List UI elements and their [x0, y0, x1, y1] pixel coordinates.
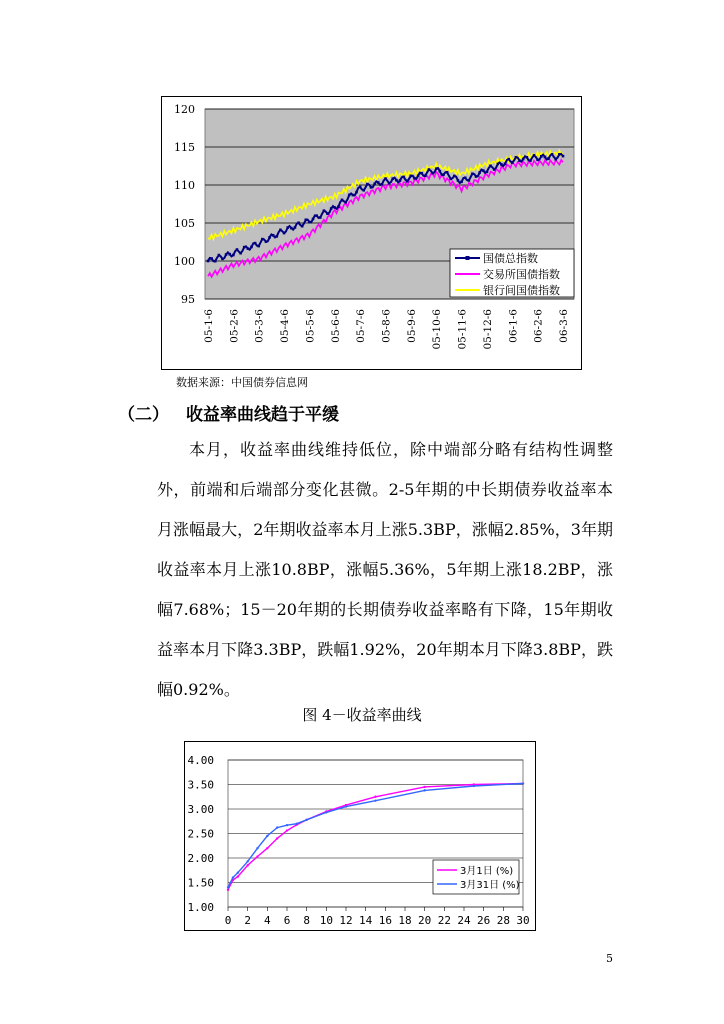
series-point	[423, 786, 425, 788]
series-point	[355, 191, 358, 194]
x-tick-label: 14	[359, 914, 373, 927]
section-number: （二）	[118, 405, 169, 425]
series-point	[239, 252, 242, 255]
series-point	[468, 179, 471, 182]
series-point	[500, 163, 503, 166]
y-tick-label: 105	[174, 217, 195, 230]
x-tick-label: 24	[457, 914, 471, 927]
series-point	[227, 886, 229, 888]
x-tick-label: 05-7-6	[355, 309, 368, 343]
x-tick-label: 05-8-6	[380, 309, 393, 343]
series-point	[522, 158, 525, 161]
series-point	[266, 835, 268, 837]
figure-caption: 图 4－收益率曲线	[302, 706, 422, 724]
series-point	[301, 225, 304, 228]
x-tick-label: 05-5-6	[304, 309, 317, 343]
series-point	[374, 799, 376, 801]
series-point	[547, 157, 550, 160]
series-point	[272, 234, 275, 237]
series-point	[257, 245, 260, 248]
series-point	[294, 226, 297, 229]
series-point	[237, 875, 239, 877]
section-title: 收益率曲线趋于平缓	[186, 405, 339, 425]
series-point	[348, 194, 351, 197]
series-point	[489, 164, 492, 167]
series-point	[210, 257, 213, 260]
y-tick-label: 4.00	[187, 754, 214, 767]
x-tick-label: 05-10-6	[431, 309, 444, 350]
series-point	[352, 194, 355, 197]
bond-index-chart	[161, 96, 582, 370]
series-point	[276, 826, 278, 828]
series-point	[362, 189, 365, 192]
x-tick-label: 26	[477, 914, 491, 927]
series-point	[423, 789, 425, 791]
series-point	[562, 155, 565, 158]
series-point	[471, 172, 474, 175]
series-point	[533, 154, 536, 157]
series-point	[305, 819, 307, 821]
series-point	[236, 248, 239, 251]
series-point	[286, 824, 288, 826]
y-tick-label: 3.50	[187, 778, 214, 792]
x-tick-label: 06-3-6	[558, 309, 570, 343]
x-tick-label: 12	[339, 914, 353, 927]
series-point	[315, 214, 318, 217]
x-tick-label: 06-1-6	[507, 309, 520, 343]
y-tick-label: 110	[174, 179, 195, 192]
series-point	[515, 156, 518, 159]
series-point	[218, 254, 221, 257]
series-point	[276, 837, 278, 839]
series-point	[221, 258, 224, 261]
series-point	[435, 167, 438, 170]
x-tick-label: 16	[378, 914, 392, 927]
series-point	[330, 207, 333, 210]
series-point	[373, 183, 376, 186]
series-point	[478, 171, 481, 174]
series-point	[370, 186, 373, 189]
series-point	[337, 205, 340, 208]
series-point	[449, 178, 452, 181]
series-point	[345, 805, 347, 807]
series-point	[276, 235, 279, 238]
series-point	[254, 242, 257, 245]
series-point	[457, 179, 460, 182]
series-point	[406, 180, 409, 183]
series-point	[395, 179, 398, 182]
series-point	[326, 212, 329, 215]
series-point	[511, 161, 514, 164]
series-point	[381, 183, 384, 186]
series-point	[410, 175, 413, 178]
series-point	[286, 226, 289, 229]
series-point	[228, 253, 231, 256]
series-point	[446, 171, 449, 174]
x-tick-label: 8	[303, 914, 310, 927]
series-point	[308, 221, 311, 224]
series-point	[377, 181, 380, 184]
data-source-note: 数据来源：中国债券信息网	[176, 376, 308, 389]
series-point	[279, 229, 282, 232]
legend-label: 3月1日 (%)	[460, 866, 514, 877]
series-point	[529, 159, 532, 162]
series-point	[399, 179, 402, 182]
y-tick-label: 2.00	[187, 852, 214, 865]
series-point	[518, 159, 521, 162]
series-point	[246, 860, 248, 862]
y-tick-label: 120	[174, 103, 195, 116]
x-tick-label: 05-1-6	[203, 309, 215, 343]
series-point	[283, 232, 286, 235]
series-point	[232, 254, 235, 257]
y-tick-label: 3.00	[187, 803, 214, 816]
series-point	[323, 209, 326, 212]
series-point	[420, 172, 423, 175]
y-tick-label: 100	[174, 255, 195, 268]
bond-index-chart-svg	[162, 97, 581, 369]
series-point	[486, 171, 489, 174]
x-tick-label: 05-6-6	[329, 309, 342, 343]
series-point	[536, 159, 539, 162]
series-point	[464, 176, 467, 179]
y-tick-label: 115	[174, 141, 195, 154]
series-point	[268, 236, 271, 239]
series-point	[507, 158, 510, 161]
series-point	[366, 183, 369, 186]
legend-label: 3月31日 (%)	[460, 880, 520, 891]
y-tick-label: 2.50	[187, 827, 214, 841]
series-point	[296, 823, 298, 825]
series-point	[475, 175, 478, 178]
series-point	[305, 218, 308, 221]
y-tick-label: 1.50	[187, 876, 214, 890]
legend-label: 国债总指数	[483, 252, 538, 265]
yield-curve-chart	[184, 741, 536, 931]
x-tick-label: 20	[418, 914, 432, 927]
series-point	[551, 153, 554, 156]
x-tick-label: 4	[264, 914, 271, 927]
x-tick-label: 0	[224, 914, 232, 927]
series-point	[297, 221, 300, 224]
series-point	[246, 864, 248, 866]
x-tick-label: 30	[516, 914, 530, 927]
series-point	[359, 186, 362, 189]
series-point	[391, 177, 394, 180]
series-point	[442, 173, 445, 176]
series-point	[237, 872, 239, 874]
series-point	[384, 177, 387, 180]
series-point	[388, 182, 391, 185]
series-point	[214, 260, 217, 263]
x-tick-label: 10	[319, 914, 333, 927]
x-tick-label: 05-4-6	[279, 309, 292, 343]
series-point	[460, 180, 463, 183]
series-point	[504, 163, 507, 166]
series-point	[325, 811, 327, 813]
series-point	[558, 153, 561, 156]
series-point	[428, 168, 431, 171]
x-tick-label: 6	[283, 914, 291, 927]
series-point	[402, 176, 405, 179]
series-point	[290, 227, 293, 230]
section-heading	[118, 400, 339, 425]
series-point	[493, 168, 496, 171]
series-point	[256, 847, 258, 849]
series-point	[225, 253, 228, 256]
x-tick-label: 22	[437, 914, 451, 927]
legend-label: 交易所国债指数	[483, 268, 560, 281]
series-point	[413, 177, 416, 180]
page-number: 5	[606, 952, 613, 965]
series-point	[482, 169, 485, 172]
series-point	[473, 785, 475, 787]
series-point	[247, 247, 250, 250]
x-tick-label: 05-12-6	[481, 309, 494, 350]
y-tick-label: 1.00	[187, 901, 214, 914]
series-point	[453, 175, 456, 178]
series-point	[207, 260, 210, 263]
series-point	[250, 246, 253, 249]
legend-marker	[466, 256, 470, 260]
x-tick-label: 18	[398, 914, 412, 927]
x-tick-label: 2	[244, 914, 251, 927]
series-point	[243, 246, 246, 249]
series-point	[424, 174, 427, 177]
series-point	[333, 206, 336, 209]
legend-label: 银行间国债指数	[483, 284, 560, 297]
x-tick-label: 05-11-6	[456, 309, 469, 350]
y-tick-label: 95	[181, 293, 195, 306]
series-point	[344, 201, 347, 204]
series-point	[540, 155, 543, 158]
x-tick-label: 05-2-6	[228, 309, 241, 343]
series-point	[525, 156, 528, 159]
series-point	[227, 889, 229, 891]
series-point	[232, 876, 234, 878]
series-point	[439, 170, 442, 173]
x-tick-label: 05-9-6	[405, 309, 418, 343]
series-point	[256, 855, 258, 857]
series-point	[286, 829, 288, 831]
x-tick-label: 28	[496, 914, 510, 927]
series-point	[319, 216, 322, 219]
series-point	[265, 240, 268, 243]
series-point	[341, 199, 344, 202]
series-point	[496, 163, 499, 166]
series-point	[522, 782, 524, 784]
series-point	[266, 847, 268, 849]
series-point	[554, 158, 557, 161]
x-tick-label: 05-3-6	[253, 309, 266, 343]
series-point	[431, 172, 434, 175]
series-point	[374, 796, 376, 798]
series-point	[312, 218, 315, 221]
series-point	[417, 174, 420, 177]
yield-curve-chart-svg	[185, 742, 535, 930]
body-paragraph: 本月，收益率曲线维持低位，除中端部分略有结构性调整外，前端和后端部分变化甚微。2-5年期的中长期债券收益率本月涨幅最大，2年期收益率本月上涨5.3BP，涨幅2.85%，3年期收益率本月上涨10.8BP，涨幅5.36%，5年期上涨18.2BP，涨幅7.68%；15－20年期的长期债券收益率略有下降，15年期收益率本月下降3.3BP，跌幅1.92%，20年期本月下降3.8BP，跌幅0.92%。	[157, 440, 613, 699]
series-point	[261, 238, 264, 241]
series-point	[544, 156, 547, 159]
x-tick-label: 06-2-6	[532, 309, 545, 343]
